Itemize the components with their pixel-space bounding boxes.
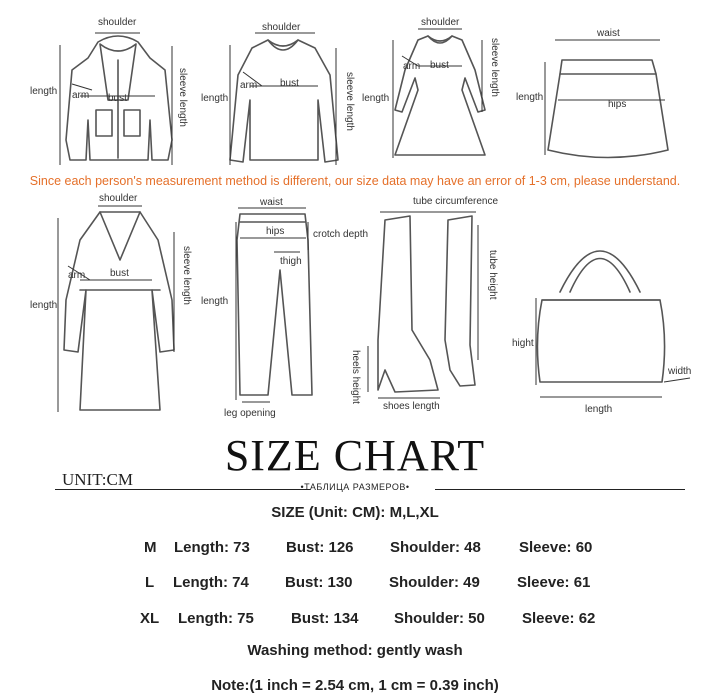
size-label: L [145,574,155,591]
shoulder-value: Shoulder: 50 [394,610,485,627]
tube-height-label: tube height [487,250,498,300]
bust-label-2: bust [280,78,299,89]
sleeve-length-label-2: sleeve length [344,72,355,131]
waist-label-2: waist [260,197,283,208]
length-label-2: length [201,93,229,104]
bust-value: Bust: 126 [286,539,354,556]
bag-length-label: length [585,404,613,415]
width-label: width [668,366,692,377]
sleeve-length-label-5: sleeve length [181,246,192,305]
shoulder-label-2: shoulder [262,22,301,33]
length-value: Length: 73 [174,539,250,556]
size-label: M [144,539,157,556]
thigh-label: thigh [280,256,302,267]
measurement-notice: Since each person's measurement method is different, our size data may have an error of 1-3 cm, please understand. [29,174,681,188]
height-label: hight [512,338,534,349]
shoes-length-label: shoes length [383,401,440,412]
length-label-3: length [362,93,390,104]
leg-opening-label: leg opening [224,408,276,419]
sleeve-value: Sleeve: 62 [522,610,596,627]
hips-label-2: hips [266,226,285,237]
sleeve-value: Sleeve: 61 [517,574,591,591]
length-label-5: length [30,300,58,311]
length-label-4: length [516,92,544,103]
length-label-6: length [201,296,229,307]
heels-height-label: heels height [350,350,361,404]
size-label: XL [140,610,160,627]
bust-label-5: bust [110,268,129,279]
washing-method: Washing method: gently wash [247,642,463,659]
tube-circumference-label: tube circumference [413,196,499,207]
bust-label: bust [108,93,127,104]
arm-label-3: arm [403,61,421,72]
bust-value: Bust: 134 [291,610,359,627]
crotch-depth-label: crotch depth [313,229,369,240]
size-chart-title: SIZE CHART [224,431,486,480]
arm-label: arm [72,90,90,101]
unit-label: UNIT:CM [62,470,133,489]
length-value: Length: 75 [178,610,254,627]
shoulder-label-3: shoulder [421,17,460,28]
sleeve-length-label-3: sleeve length [489,38,500,97]
length-value: Length: 74 [173,574,249,591]
shoulder-label-5: shoulder [99,193,138,204]
length-label: length [30,86,58,97]
shoulder-value: Shoulder: 49 [389,574,480,591]
arm-label-2: arm [240,80,258,91]
sleeve-length-label: sleeve length [177,68,188,127]
russian-subtitle: •ТАБЛИЦА РАЗМЕРОВ• [300,482,410,492]
shoulder-label: shoulder [98,17,137,28]
sleeve-value: Sleeve: 60 [519,539,593,556]
bust-label-3: bust [430,60,449,71]
shoulder-value: Shoulder: 48 [390,539,481,556]
waist-label: waist [597,28,620,39]
hips-label: hips [608,99,627,110]
bust-value: Bust: 130 [285,574,353,591]
arm-label-5: arm [68,270,86,281]
size-line: SIZE (Unit: CM): M,L,XL [271,504,439,521]
conversion-note: Note:(1 inch = 2.54 cm, 1 cm = 0.39 inch) [211,677,499,694]
